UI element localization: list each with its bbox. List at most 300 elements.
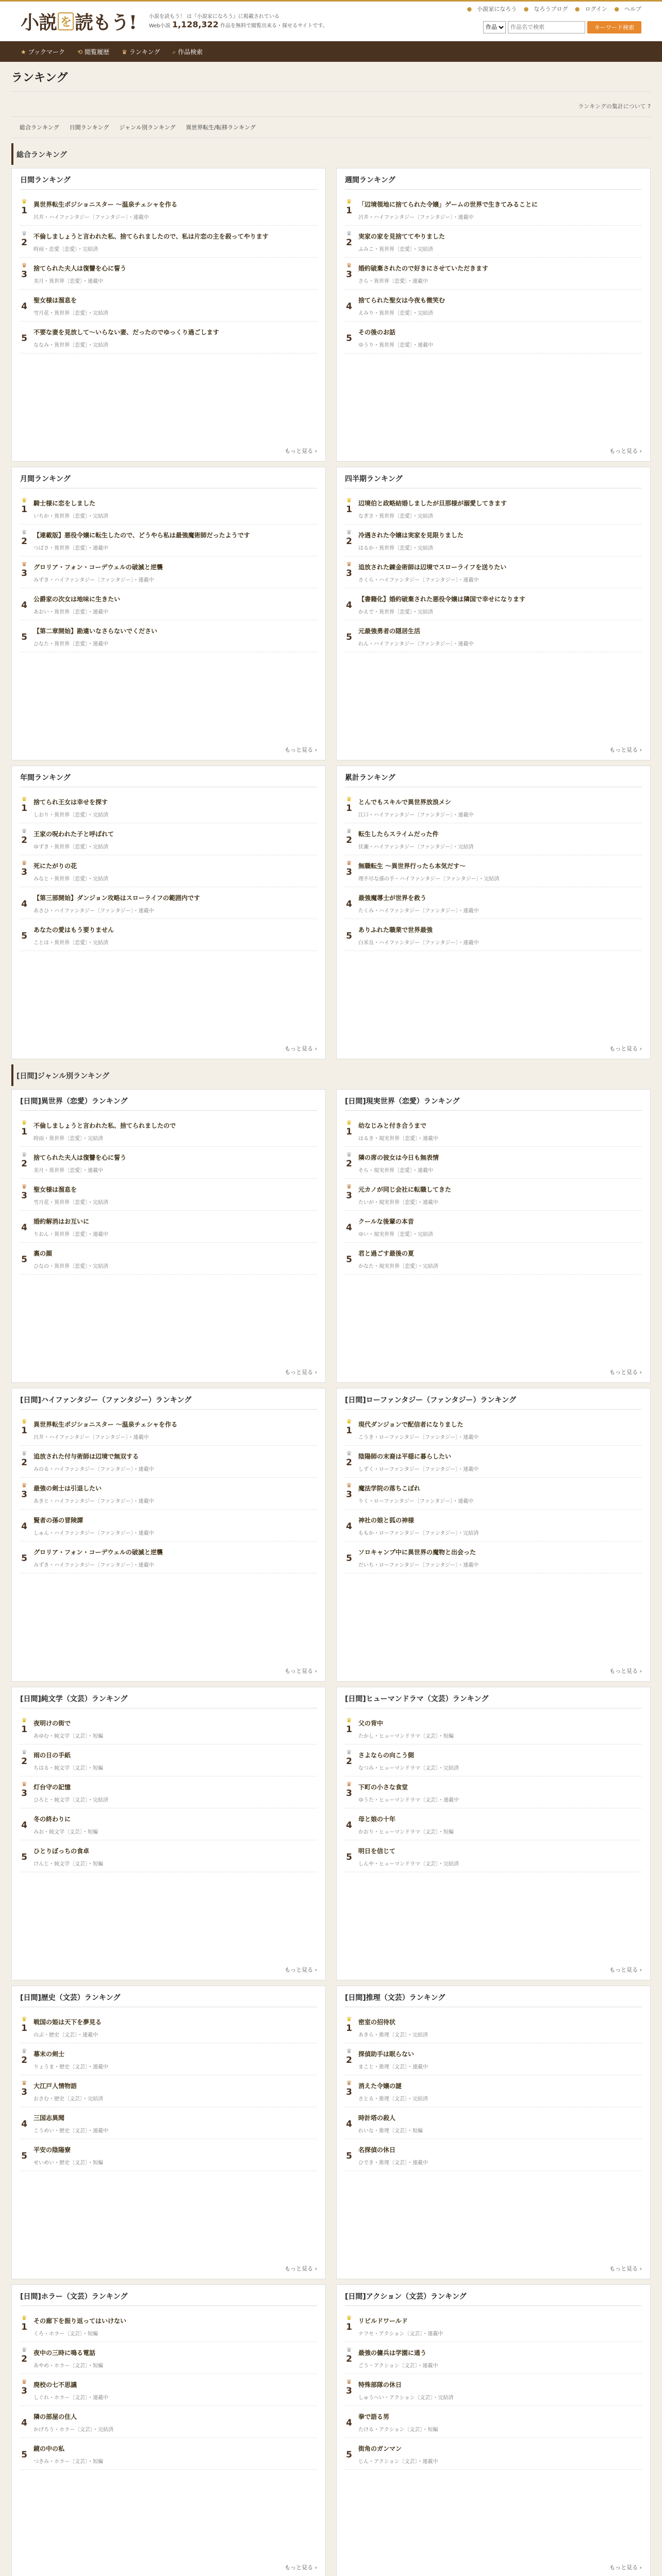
novel-title-link[interactable]: 元カノが同じ会社に転職してきた: [358, 1186, 452, 1193]
novel-meta: りく・ローファンタジー〔ファンタジー〕・連載中: [358, 1499, 474, 1504]
rank-value: 3: [346, 2386, 352, 2396]
rank-number: [20, 2080, 28, 2102]
more-link[interactable]: もっと見る ›: [285, 1668, 317, 1674]
novel-title-link[interactable]: 不要な妻を見放して～いらない妻、だったのでゆっくり過ごします: [34, 329, 219, 336]
novel-meta: たいが・現実世界〔恋愛〕・連載中: [358, 1200, 438, 1206]
more-link[interactable]: もっと見る ›: [285, 1045, 317, 1052]
novel-title-link[interactable]: 拳で語る男: [358, 2413, 390, 2420]
ranking-item: [345, 1541, 642, 1573]
rank-number: [345, 2379, 353, 2401]
crown-icon: ♛: [21, 561, 27, 568]
novel-title-link[interactable]: 異世界転生ポジショニスター ～温泉チェシャを作る: [34, 1421, 178, 1428]
more-link[interactable]: もっと見る ›: [609, 1369, 642, 1376]
novel-title-link[interactable]: その後のお話: [358, 329, 396, 336]
crown-icon: ♛: [21, 1119, 27, 1126]
rank-number: [345, 1749, 353, 1771]
ranking-item: [345, 1211, 642, 1243]
novel-meta: ひでき・推理〔文芸〕・連載中: [358, 2160, 428, 2166]
ranking-card-title[interactable]: [日間]現実世界（恋愛）ランキング: [345, 1096, 642, 1111]
novel-meta: かなた・現実世界〔恋愛〕・完結済: [358, 1264, 438, 1269]
more-link[interactable]: もっと見る ›: [609, 2265, 642, 2272]
novel-title-link[interactable]: 異世界転生ポジショニスター ～温泉チェシャを作る: [34, 201, 178, 208]
novel-title-link[interactable]: 実家の家を見捨ててやりました: [358, 233, 445, 240]
ranking-card-title[interactable]: 四半期ランキング: [345, 473, 642, 488]
novel-meta: ふみこ・異世界〔恋愛〕・完結済: [358, 247, 433, 252]
novel-title-link[interactable]: 聖女様は溜息を: [34, 1186, 77, 1193]
nav-search[interactable]: [172, 47, 203, 56]
section-title: [日間]ジャンル別ランキング: [11, 1064, 651, 1086]
ranking-card: [336, 1687, 651, 1980]
rank-number: [345, 1247, 353, 1269]
ranking-item: [20, 823, 317, 855]
novel-title-link[interactable]: 神社の娘と狐の神様: [358, 1517, 415, 1524]
novel-title-link[interactable]: 辺境伯と政略結婚しましたが旦那様が溺愛してきます: [358, 500, 507, 507]
nav-ranking[interactable]: [122, 47, 160, 56]
novel-title-link[interactable]: さよならの向こう側: [358, 1752, 415, 1759]
ranking-item: [345, 321, 642, 353]
novel-title-link[interactable]: 追放された付与術師は辺境で無双する: [34, 1453, 139, 1460]
more-link[interactable]: もっと見る ›: [609, 448, 642, 454]
novel-meta: なつみ・ヒューマンドラマ〔文芸〕・完結済: [358, 1766, 459, 1771]
rank-value: 5: [346, 1852, 352, 1862]
novel-title-link[interactable]: 元最強勇者の隠居生活: [358, 628, 421, 635]
novel-meta: あきら・推理〔文芸〕・完結済: [358, 2032, 428, 2038]
rank-number: [345, 230, 353, 252]
category-tabs: [11, 116, 651, 138]
novel-title-link[interactable]: とんでもスキルで異世界放浪メシ: [358, 799, 451, 806]
rank-value: 4: [21, 1820, 27, 1831]
novel-title-link[interactable]: 【書籍化】婚約破棄された悪役令嬢は隣国で幸せになります: [358, 596, 526, 603]
novel-title-link[interactable]: 王家の呪われた子と呼ばれて: [34, 831, 114, 838]
rank-number: [345, 1418, 353, 1440]
category-tab[interactable]: 総合ランキング: [20, 124, 59, 131]
ranking-card: [11, 1388, 326, 1682]
ranking-item: [345, 226, 642, 258]
novel-title-link[interactable]: ありふれた職業で世界最強: [358, 926, 433, 934]
novel-meta: しずく・ローファンタジー〔ファンタジー〕・連載中: [358, 1467, 479, 1472]
novel-title-link[interactable]: 探偵助手は眠らない: [358, 2050, 415, 2058]
ranking-icon: ♛: [122, 48, 127, 56]
novel-title-link[interactable]: 夜中の三時に鳴る電話: [34, 2349, 96, 2357]
novel-title-link[interactable]: リビルドワールド: [358, 2317, 408, 2325]
ranking-item: [20, 1840, 317, 1872]
nav-history[interactable]: [77, 47, 109, 56]
novel-title-link[interactable]: 鏡の中の私: [34, 2445, 65, 2452]
ranking-item: [20, 855, 317, 887]
link-narou[interactable]: 小説家になろう: [477, 6, 517, 12]
more-link[interactable]: もっと見る ›: [285, 747, 317, 753]
rank-value: 2: [346, 1756, 352, 1767]
rank-value: 3: [21, 2087, 27, 2097]
novel-title-link[interactable]: 戦国の姫は天下を夢見る: [34, 2019, 102, 2026]
novel-title-link[interactable]: クールな後輩の本音: [358, 1218, 414, 1225]
novel-title-link[interactable]: 君と過ごす最後の夏: [358, 1250, 415, 1257]
ranking-card-title[interactable]: 日間ランキング: [20, 175, 317, 190]
crown-icon: ♛: [346, 1151, 352, 1158]
ranking-item: [20, 2107, 317, 2139]
novel-meta: しぐれ・ホラー〔文芸〕・連載中: [34, 2395, 108, 2401]
novel-meta: りょうま・歴史〔文芸〕・連載中: [34, 2064, 108, 2070]
ranking-card-title[interactable]: [日間]アクション（文芸）ランキング: [345, 2291, 642, 2306]
novel-title-link[interactable]: 「辺境領地に捨てられた令嬢」ゲームの世界で生きてみることに: [358, 201, 538, 208]
ranking-item: [345, 919, 642, 951]
novel-meta: じん・アクション〔文芸〕・連載中: [358, 2459, 438, 2465]
novel-meta: あおい・異世界〔恋愛〕・連載中: [34, 609, 108, 615]
novel-title-link[interactable]: 幼なじみと付き合うまで: [358, 1122, 427, 1129]
novel-meta: はるか・異世界〔恋愛〕・完結済: [358, 546, 433, 551]
rank-number: [345, 1482, 353, 1504]
rank-number: [20, 262, 28, 284]
ranking-item: [345, 2075, 642, 2107]
rank-number: [20, 1450, 28, 1472]
ranking-card: [336, 766, 651, 1059]
rank-number: [345, 1183, 353, 1206]
novel-meta: のぶ・歴史〔文芸〕・連載中: [34, 2032, 98, 2038]
novel-meta: 呂井・ハイファンタジー〔ファンタジー〕・連載中: [34, 1435, 149, 1440]
novel-title-link[interactable]: 下町の小さな食堂: [358, 1784, 408, 1791]
novel-meta: はるき・現実世界〔恋愛〕・連載中: [358, 1136, 438, 1142]
novel-title-link[interactable]: 捨てられた夫人は復讐を心に誓う: [34, 265, 127, 272]
rank-number: [345, 198, 353, 221]
rank-number: [345, 2443, 353, 2465]
rank-value: 4: [346, 600, 352, 611]
novel-title-link[interactable]: 隣の部屋の住人: [34, 2413, 77, 2420]
more-link[interactable]: もっと見る ›: [609, 747, 642, 753]
ranking-item: [345, 2043, 642, 2075]
novel-count: 1,128,322: [172, 20, 219, 29]
rank-number: [20, 1247, 28, 1269]
rank-value: 1: [346, 803, 352, 814]
rank-value: 2: [21, 1756, 27, 1767]
novel-title-link[interactable]: グロリア・フォン・コーデウェルの破滅と逆襲: [34, 1549, 163, 1556]
novel-meta: たける・アクション〔文芸〕・短編: [358, 2427, 438, 2433]
ranking-card-title[interactable]: [日間]ホラー（文芸）ランキング: [20, 2291, 317, 2306]
novel-title-link[interactable]: 平安の陰陽寮: [34, 2146, 71, 2154]
link-login[interactable]: ログイン: [585, 6, 607, 12]
novel-title-link[interactable]: 時計塔の殺人: [358, 2114, 396, 2122]
novel-title-link[interactable]: 明日を信じて: [358, 1848, 396, 1855]
novel-title-link[interactable]: 無職転生 ～異世界行ったら本気だす～: [358, 862, 466, 870]
rank-value: 1: [21, 206, 27, 216]
ranking-item: [20, 887, 317, 919]
more-link[interactable]: もっと見る ›: [285, 2564, 317, 2571]
ranking-item: [20, 2011, 317, 2043]
novel-title-link[interactable]: あなたの愛はもう要りません: [34, 926, 114, 934]
count-label: Web小説: [148, 23, 171, 29]
crown-icon: ♛: [346, 1119, 352, 1126]
novel-meta: 江口・ハイファンタジー〔ファンタジー〕・連載中: [358, 812, 474, 818]
crown-icon: ♛: [346, 2047, 352, 2055]
rank-value: 3: [346, 1788, 352, 1799]
novel-meta: いちか・異世界〔恋愛〕・完結済: [34, 514, 108, 519]
link-help[interactable]: ヘルプ: [624, 6, 641, 12]
novel-title-link[interactable]: 冬の終わりに: [34, 1816, 71, 1823]
crown-icon: ♛: [21, 1450, 27, 1457]
novel-title-link[interactable]: 名探偵の休日: [358, 2146, 396, 2154]
novel-title-link[interactable]: 追放された錬金術師は辺境でスローライフを送りたい: [358, 564, 507, 571]
novel-title-link[interactable]: 婚約解消はお互いに: [34, 1218, 90, 1225]
category-tab[interactable]: 異世界転生/転移ランキング: [186, 124, 256, 131]
rank-number: [345, 828, 353, 850]
logo-badge: を: [58, 12, 74, 30]
rank-number: [20, 1514, 28, 1536]
novel-title-link[interactable]: 最強魔導士が世界を救う: [358, 894, 427, 902]
novel-title-link[interactable]: その廊下を振り返ってはいけない: [34, 2317, 127, 2325]
rank-number: [20, 924, 28, 946]
novel-title-link[interactable]: 街角のガンマン: [358, 2445, 402, 2452]
ranking-card-title[interactable]: [日間]純文学（文芸）ランキング: [20, 1693, 317, 1708]
rank-number: [20, 2443, 28, 2465]
rank-value: 1: [346, 1127, 352, 1137]
rank-number: [20, 2144, 28, 2166]
novel-title-link[interactable]: 最強の剣士は引退したい: [34, 1485, 102, 1492]
ranking-card-title[interactable]: [日間]ヒューマンドラマ（文芸）ランキング: [345, 1693, 642, 1708]
ranking-card-title[interactable]: 年間ランキング: [20, 772, 317, 787]
novel-title-link[interactable]: 不倫しましょうと言われた私、捨てられましたので、私は片恋の主を殺ってやります: [34, 233, 269, 240]
novel-title-link[interactable]: 転生したらスライムだった件: [358, 831, 439, 838]
ranking-item: [20, 493, 317, 524]
novel-meta: たくみ・ハイファンタジー〔ファンタジー〕・連載中: [358, 908, 479, 914]
more-link[interactable]: もっと見る ›: [285, 2265, 317, 2272]
novel-meta: しおり・異世界〔恋愛〕・完結済: [34, 812, 108, 818]
rank-number: [20, 892, 28, 914]
ranking-item: [345, 2438, 642, 2470]
rank-value: 5: [21, 1852, 27, 1862]
bookmark-icon: ★: [21, 48, 26, 56]
ranking-card-title[interactable]: [日間]異世界（恋愛）ランキング: [20, 1096, 317, 1111]
novel-title-link[interactable]: 捨てられた夫人は復讐を心に誓う: [34, 1154, 127, 1161]
novel-title-link[interactable]: 父の背中: [358, 1720, 384, 1727]
rank-value: 2: [21, 1458, 27, 1468]
novel-meta: かげろう・ホラー〔文芸〕・完結済: [34, 2427, 113, 2433]
novel-title-link[interactable]: 不倫しましょうと言われた私、捨てられましたので: [34, 1122, 176, 1129]
rank-value: 1: [346, 1426, 352, 1436]
ranking-item: [345, 1840, 642, 1872]
novel-meta: ななみ・異世界〔恋愛〕・完結済: [34, 343, 108, 348]
ranking-item: [20, 194, 317, 226]
novel-meta: 伏瀬・ハイファンタジー〔ファンタジー〕・完結済: [358, 844, 474, 850]
ranking-card: [336, 2284, 651, 2576]
category-tab[interactable]: 日間ランキング: [69, 124, 109, 131]
rank-number: [345, 1546, 353, 1568]
novel-title-link[interactable]: 騎士様に恋をしました: [34, 500, 96, 507]
novel-title-link[interactable]: ひとりぼっちの食卓: [34, 1848, 90, 1855]
more-link[interactable]: もっと見る ›: [609, 1967, 642, 1973]
ranking-item: [20, 2043, 317, 2075]
more-link[interactable]: もっと見る ›: [609, 1668, 642, 1674]
rank-number: [20, 1482, 28, 1504]
crown-icon: ♛: [21, 497, 27, 504]
search-type-select[interactable]: [483, 21, 506, 33]
novel-title-link[interactable]: グロリア・フォン・コーデウェルの破滅と逆襲: [34, 564, 163, 571]
novel-title-link[interactable]: 灯台守の記憶: [34, 1784, 71, 1791]
ranking-item: [345, 493, 642, 524]
novel-title-link[interactable]: 雨の日の手紙: [34, 1752, 71, 1759]
novel-title-link[interactable]: 賢者の孫の冒険譚: [34, 1517, 84, 1524]
rank-value: 1: [346, 504, 352, 515]
ranking-item: [20, 1808, 317, 1840]
novel-title-link[interactable]: 母と娘の十年: [358, 1816, 396, 1823]
rank-value: 4: [346, 1820, 352, 1831]
rank-number: [20, 1749, 28, 1771]
novel-title-link[interactable]: 魔法学院の落ちこぼれ: [358, 1485, 421, 1492]
crown-icon: ♛: [346, 1183, 352, 1190]
novel-title-link[interactable]: 隣の席の彼女は今日も無表情: [358, 1154, 439, 1161]
ranking-item: [20, 2342, 317, 2374]
novel-title-link[interactable]: 捨てられ王女は幸せを探す: [34, 799, 108, 806]
crown-icon: ♛: [21, 230, 27, 237]
rank-value: 2: [21, 2354, 27, 2364]
rank-number: [20, 326, 28, 348]
rank-number: [345, 860, 353, 882]
site-logo[interactable]: [21, 8, 137, 35]
ranking-card-title[interactable]: [日間]推理（文芸）ランキング: [345, 1992, 642, 2007]
novel-meta: えみり・異世界〔恋愛〕・完結済: [358, 311, 433, 316]
novel-title-link[interactable]: 【第三部開始】ダンジョン攻略はスローライフの範囲内です: [34, 894, 200, 902]
novel-meta: 時雨・恋愛〔恋愛〕・完結済: [34, 247, 98, 252]
rank-value: 5: [346, 632, 352, 642]
novel-title-link[interactable]: 冷遇された令嬢は実家を見限りました: [358, 532, 464, 539]
novel-meta: ゆうた・ヒューマンドラマ〔文芸〕・連載中: [358, 1798, 459, 1803]
novel-meta: さくら・ハイファンタジー〔ファンタジー〕・連載中: [358, 578, 479, 583]
rank-number: [345, 1717, 353, 1739]
ranking-card-title[interactable]: [日間]ローファンタジー（ファンタジー）ランキング: [345, 1395, 642, 1410]
category-tab[interactable]: ジャンル別ランキング: [119, 124, 176, 131]
section-title: 総合ランキング: [11, 143, 651, 165]
novel-title-link[interactable]: 裏の顔: [34, 1250, 53, 1257]
ranking-row: [11, 467, 651, 760]
rank-value: 1: [21, 2322, 27, 2332]
novel-meta: あゆむ・純文学〔文芸〕・短編: [34, 1734, 103, 1739]
novel-title-link[interactable]: 聖女様は溜息を: [34, 297, 77, 304]
novel-meta: みのる・ハイファンタジー〔ファンタジー〕・連載中: [34, 1467, 154, 1472]
crown-icon: ♛: [21, 2079, 27, 2087]
novel-meta: ひろと・純文学〔文芸〕・完結済: [34, 1798, 108, 1803]
novel-title-link[interactable]: 特殊部隊の休日: [358, 2381, 402, 2388]
more-link[interactable]: もっと見る ›: [609, 1045, 642, 1052]
ranking-item: [345, 1808, 642, 1840]
novel-title-link[interactable]: 公爵家の次女は地味に生きたい: [34, 596, 121, 603]
novel-title-link[interactable]: 【第二章開始】勘違いなさらないでください: [34, 628, 158, 635]
ranking-row: [11, 168, 651, 462]
rank-number: [20, 2347, 28, 2369]
novel-title-link[interactable]: 三国志異聞: [34, 2114, 65, 2122]
rank-value: 1: [346, 206, 352, 216]
novel-title-link[interactable]: 廃校の七不思議: [34, 2381, 77, 2388]
novel-meta: たかし・ヒューマンドラマ〔文芸〕・短編: [358, 1734, 454, 1739]
novel-meta: せいめい・歴史〔文芸〕・短編: [34, 2160, 103, 2166]
ranking-item: [20, 791, 317, 823]
rank-number: [20, 1845, 28, 1867]
novel-title-link[interactable]: 夜明けの街で: [34, 1720, 71, 1727]
ranking-item: [345, 1478, 642, 1510]
more-link[interactable]: もっと見る ›: [285, 448, 317, 454]
link-icon: ●: [523, 6, 529, 12]
ranking-card-title[interactable]: 累計ランキング: [345, 772, 642, 787]
rank-number: [345, 1151, 353, 1174]
novel-meta: りおん・異世界〔恋愛〕・連載中: [34, 1232, 108, 1238]
novel-title-link[interactable]: 捨てられた聖女は今夜も微笑む: [358, 297, 445, 304]
ranking-row: [11, 2284, 651, 2576]
main-nav: [0, 41, 662, 62]
crown-icon: ♛: [346, 497, 352, 504]
rank-number: [20, 1418, 28, 1440]
ranking-item: [345, 258, 642, 290]
novel-meta: ゆい・現実世界〔恋愛〕・完結済: [358, 1232, 433, 1238]
novel-title-link[interactable]: 【連載版】悪役令嬢に転生したので、どうやら私は最強魔術師だったようです: [34, 532, 250, 539]
rank-number: [20, 2411, 28, 2433]
crown-icon: ♛: [346, 1717, 352, 1724]
rank-number: [20, 593, 28, 615]
rank-value: 2: [21, 536, 27, 547]
ranking-card: [336, 467, 651, 760]
rank-number: [20, 497, 28, 519]
rank-number: [20, 796, 28, 818]
search-icon: ⌕: [172, 48, 176, 56]
more-link[interactable]: もっと見る ›: [285, 1369, 317, 1376]
more-link[interactable]: もっと見る ›: [285, 1967, 317, 1973]
ranking-help-link[interactable]: ランキングの集計について ?: [578, 103, 651, 110]
rank-value: 2: [346, 238, 352, 248]
novel-title-link[interactable]: 最強の傭兵は学園に通う: [358, 2349, 427, 2357]
ranking-sections: [11, 143, 651, 2576]
novel-title-link[interactable]: 死にたがりの花: [34, 862, 77, 870]
ranking-card-title[interactable]: [日間]ハイファンタジー（ファンタジー）ランキング: [20, 1395, 317, 1410]
rank-number: [20, 625, 28, 647]
novel-title-link[interactable]: 幕末の剣士: [34, 2050, 65, 2058]
novel-title-link[interactable]: 消えた令嬢の謎: [358, 2082, 402, 2090]
rank-number: [20, 1781, 28, 1803]
novel-meta: 雪月花・異世界〔恋愛〕・完結済: [34, 311, 108, 316]
link-blog[interactable]: なろうブログ: [534, 6, 568, 12]
crown-icon: ♛: [21, 1418, 27, 1425]
rank-value: 2: [346, 1159, 352, 1169]
ranking-item: [345, 791, 642, 823]
rank-value: 4: [21, 899, 27, 909]
ranking-item: [345, 855, 642, 887]
ranking-item: [345, 2310, 642, 2342]
ranking-item: [345, 1446, 642, 1478]
ranking-card-title[interactable]: 月間ランキング: [20, 473, 317, 488]
crown-icon: ♛: [346, 529, 352, 536]
nav-bookmark[interactable]: [21, 47, 65, 56]
novel-title-link[interactable]: 密室の招待状: [358, 2019, 396, 2026]
link-icon: ●: [467, 6, 472, 12]
ranking-card-title[interactable]: 週間ランキング: [345, 175, 642, 190]
novel-title-link[interactable]: 現代ダンジョンで配信者になりました: [358, 1421, 464, 1428]
crown-icon: ♛: [346, 230, 352, 237]
novel-meta: れん・ハイファンタジー〔ファンタジー〕・連載中: [358, 641, 474, 647]
ranking-card-title[interactable]: [日間]歴史（文芸）ランキング: [20, 1992, 317, 2007]
ranking-card: [11, 1089, 326, 1383]
novel-meta: そら・現実世界〔恋愛〕・連載中: [358, 1168, 433, 1174]
rank-number: [20, 1546, 28, 1568]
novel-title-link[interactable]: 陰陽師の末裔は平穏に暮らしたい: [358, 1453, 452, 1460]
main-content: [0, 62, 662, 2576]
ranking-item: [345, 588, 642, 620]
crown-icon: ♛: [346, 1418, 352, 1425]
more-link[interactable]: もっと見る ›: [609, 2564, 642, 2571]
search-button[interactable]: キーワード検索: [587, 21, 641, 33]
rank-number: [20, 2315, 28, 2337]
search-bar: [462, 21, 641, 33]
search-input[interactable]: [508, 21, 585, 33]
ranking-row: [11, 1986, 651, 2279]
novel-title-link[interactable]: 婚約破棄されたので好きにさせていただきます: [358, 265, 489, 272]
rank-value: 1: [346, 2023, 352, 2033]
novel-title-link[interactable]: 大江戸人情物語: [34, 2082, 77, 2090]
novel-title-link[interactable]: ソロキャンプ中に異世界の魔物と出会った: [358, 1549, 476, 1556]
